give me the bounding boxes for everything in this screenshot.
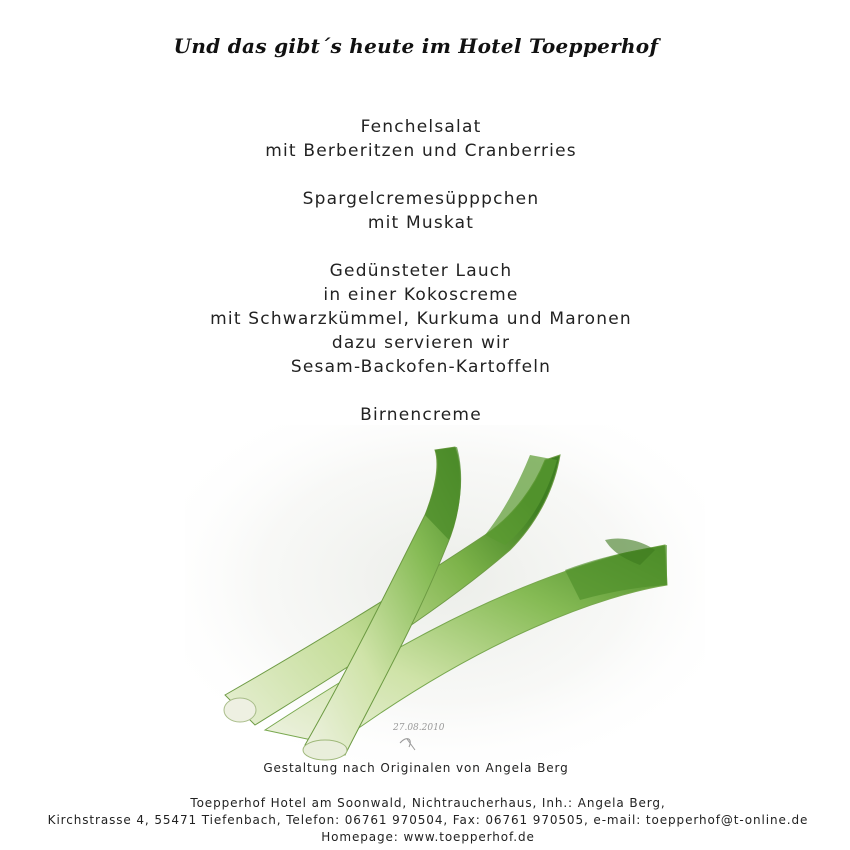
artist-signature: 27.08.2010 — [393, 723, 445, 733]
course-dessert-name: Birnencreme — [360, 405, 482, 425]
page-title: Und das gibt´s heute im Hotel Toepperhof — [173, 34, 659, 58]
course-main-detail-2: mit Schwarzkümmel, Kurkuma und Maronen — [210, 309, 632, 329]
course-soup-name: Spargelcremesüpppchen — [302, 189, 540, 209]
course-dessert — [0, 403, 842, 427]
course-starter-name: Fenchelsalat — [360, 117, 482, 137]
course-main — [0, 259, 842, 379]
course-main-name: Gedünsteter Lauch — [329, 261, 513, 281]
menu — [0, 115, 842, 451]
footer-line-2: Kirchstrasse 4, 55471 Tiefenbach, Telefon: 06761 970504, Fax: 06761 970505, e-mail: toepperhof@t-online.de — [47, 813, 809, 827]
course-soup — [0, 187, 842, 235]
course-starter — [0, 115, 842, 163]
course-main-side: Sesam-Backofen-Kartoffeln — [290, 357, 552, 377]
course-starter-detail: mit Berberitzen und Cranberries — [265, 141, 577, 161]
leek-illustration — [185, 425, 705, 770]
course-main-detail-3: dazu servieren wir — [331, 333, 511, 353]
illustration-credit: Gestaltung nach Originalen von Angela Berg — [263, 761, 569, 775]
footer-line-1: Toepperhof Hotel am Soonwald, Nichtraucherhaus, Inh.: Angela Berg, — [190, 796, 666, 810]
footer — [0, 795, 850, 846]
course-main-detail-1: in einer Kokoscreme — [323, 285, 519, 305]
course-soup-detail: mit Muskat — [367, 213, 475, 233]
footer-line-3: Homepage: www.toepperhof.de — [321, 830, 535, 844]
leek-root-end — [224, 698, 256, 722]
